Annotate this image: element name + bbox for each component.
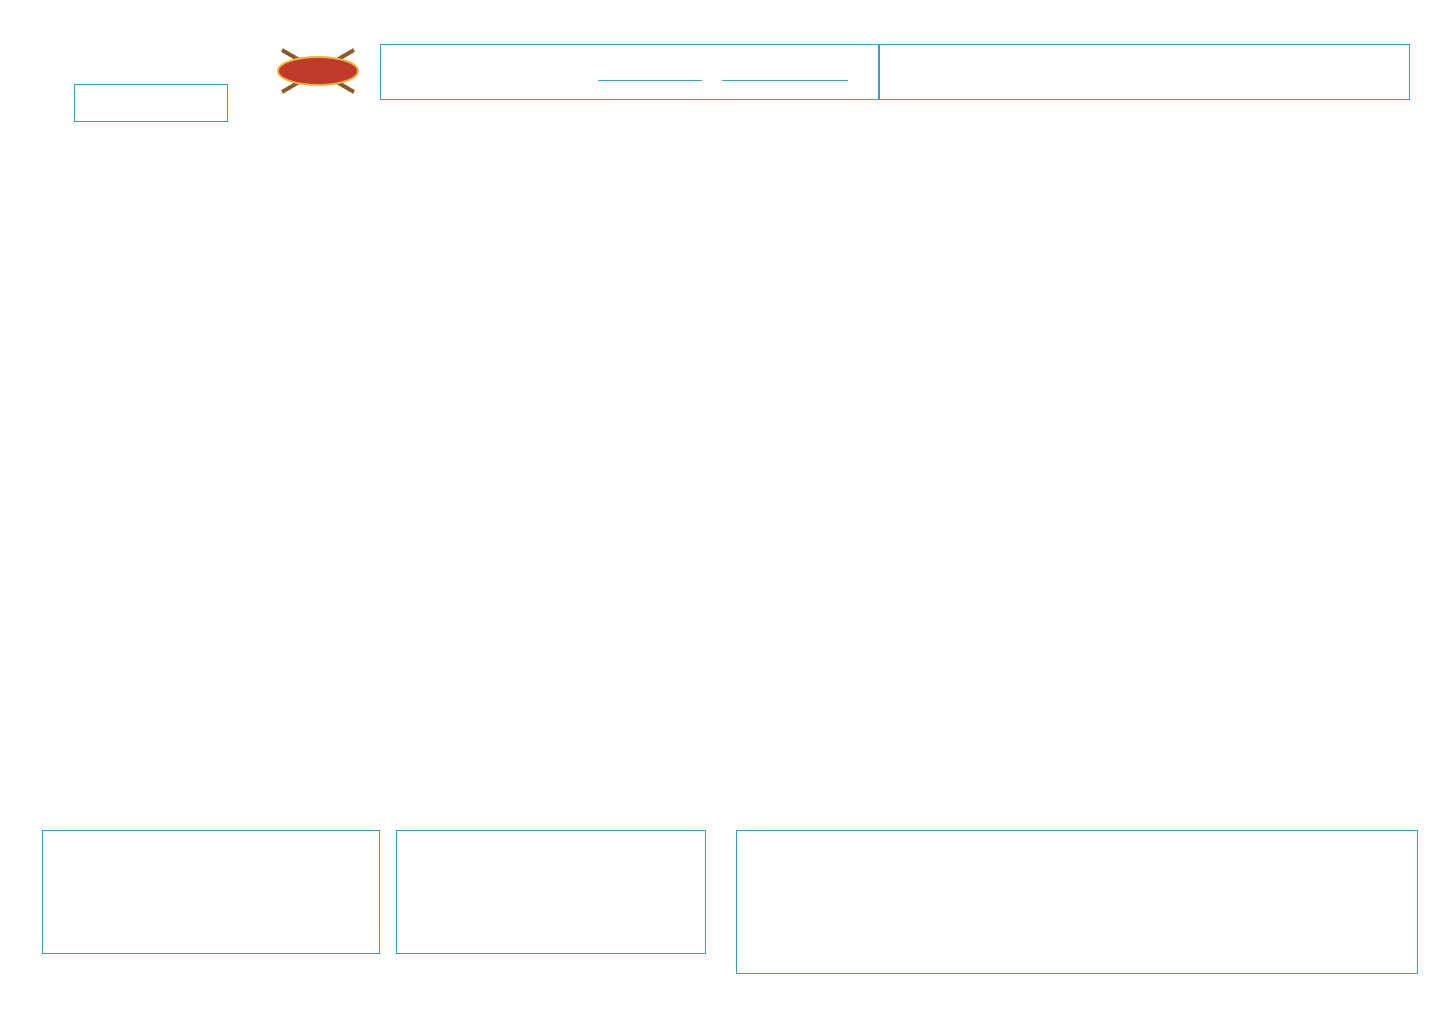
pitching-table — [736, 830, 1418, 974]
team-name-box — [74, 84, 228, 122]
homerun-table — [42, 830, 380, 954]
double-play-table — [396, 830, 706, 954]
